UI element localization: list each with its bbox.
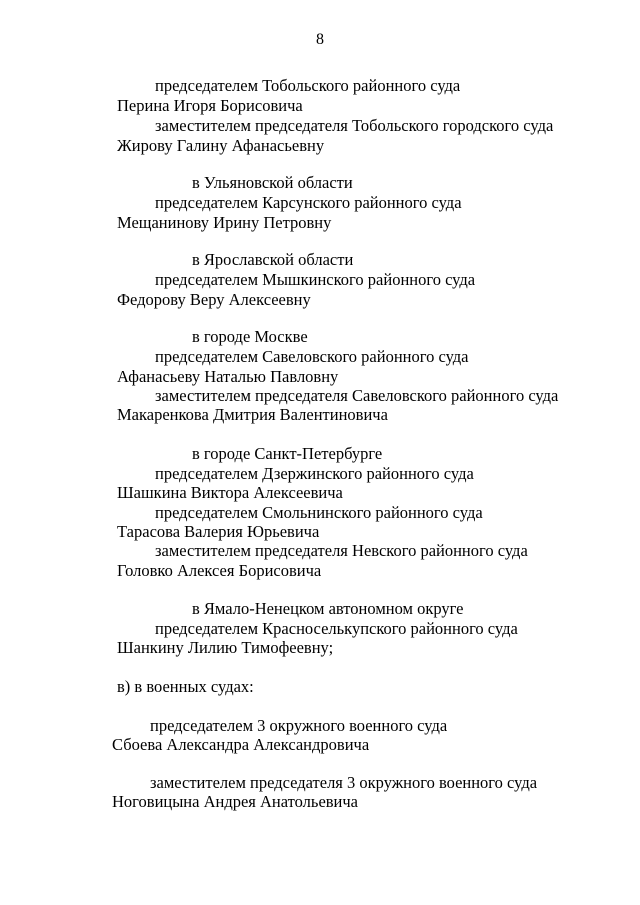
- appointment-position: председателем 3 окружного военного суда: [150, 716, 448, 735]
- appointment-position: заместителем председателя Невского районного суда: [155, 541, 528, 560]
- appointee-name: Шашкина Виктора Алексеевича: [117, 483, 343, 502]
- appointee-name: Мещанинову Ирину Петровну: [117, 213, 332, 232]
- appointment-position: председателем Красноселькупского районного суда: [155, 619, 518, 638]
- page-number: 8: [316, 31, 324, 48]
- appointment-position: председателем Смольнинского районного суда: [155, 503, 483, 522]
- appointee-name: Афанасьеву Наталью Павловну: [117, 367, 339, 386]
- appointment-position: заместителем председателя Тобольского городского суда: [155, 116, 554, 135]
- region-heading: в Ульяновской области: [192, 173, 353, 192]
- appointee-name: Шанкину Лилию Тимофеевну;: [117, 638, 334, 657]
- appointment-position: председателем Савеловского районного суда: [155, 347, 469, 366]
- appointment-position: председателем Дзержинского районного суда: [155, 464, 474, 483]
- region-heading: в Ямало-Ненецком автономном округе: [192, 599, 464, 618]
- appointee-name: Сбоева Александра Александровича: [112, 735, 370, 754]
- appointee-name: Тарасова Валерия Юрьевича: [117, 522, 320, 541]
- section-heading: в) в военных судах:: [117, 677, 254, 696]
- appointee-name: Головко Алексея Борисовича: [117, 561, 322, 580]
- region-heading: в городе Москве: [192, 327, 308, 346]
- appointment-position: председателем Тобольского районного суда: [155, 76, 461, 95]
- appointee-name: Перина Игоря Борисовича: [117, 96, 303, 115]
- appointee-name: Федорову Веру Алексеевну: [117, 290, 311, 309]
- region-heading: в городе Санкт-Петербурге: [192, 444, 383, 463]
- appointment-position: заместителем председателя Савеловского районного суда: [155, 386, 559, 405]
- appointment-position: председателем Мышкинского районного суда: [155, 270, 476, 289]
- appointee-name: Ноговицына Андрея Анатольевича: [112, 792, 359, 811]
- appointment-position: председателем Карсунского районного суда: [155, 193, 462, 212]
- region-heading: в Ярославской области: [192, 250, 354, 269]
- appointee-name: Макаренкова Дмитрия Валентиновича: [117, 405, 388, 424]
- appointment-position: заместителем председателя 3 окружного военного суда: [150, 773, 538, 792]
- appointee-name: Жирову Галину Афанасьевну: [117, 136, 325, 155]
